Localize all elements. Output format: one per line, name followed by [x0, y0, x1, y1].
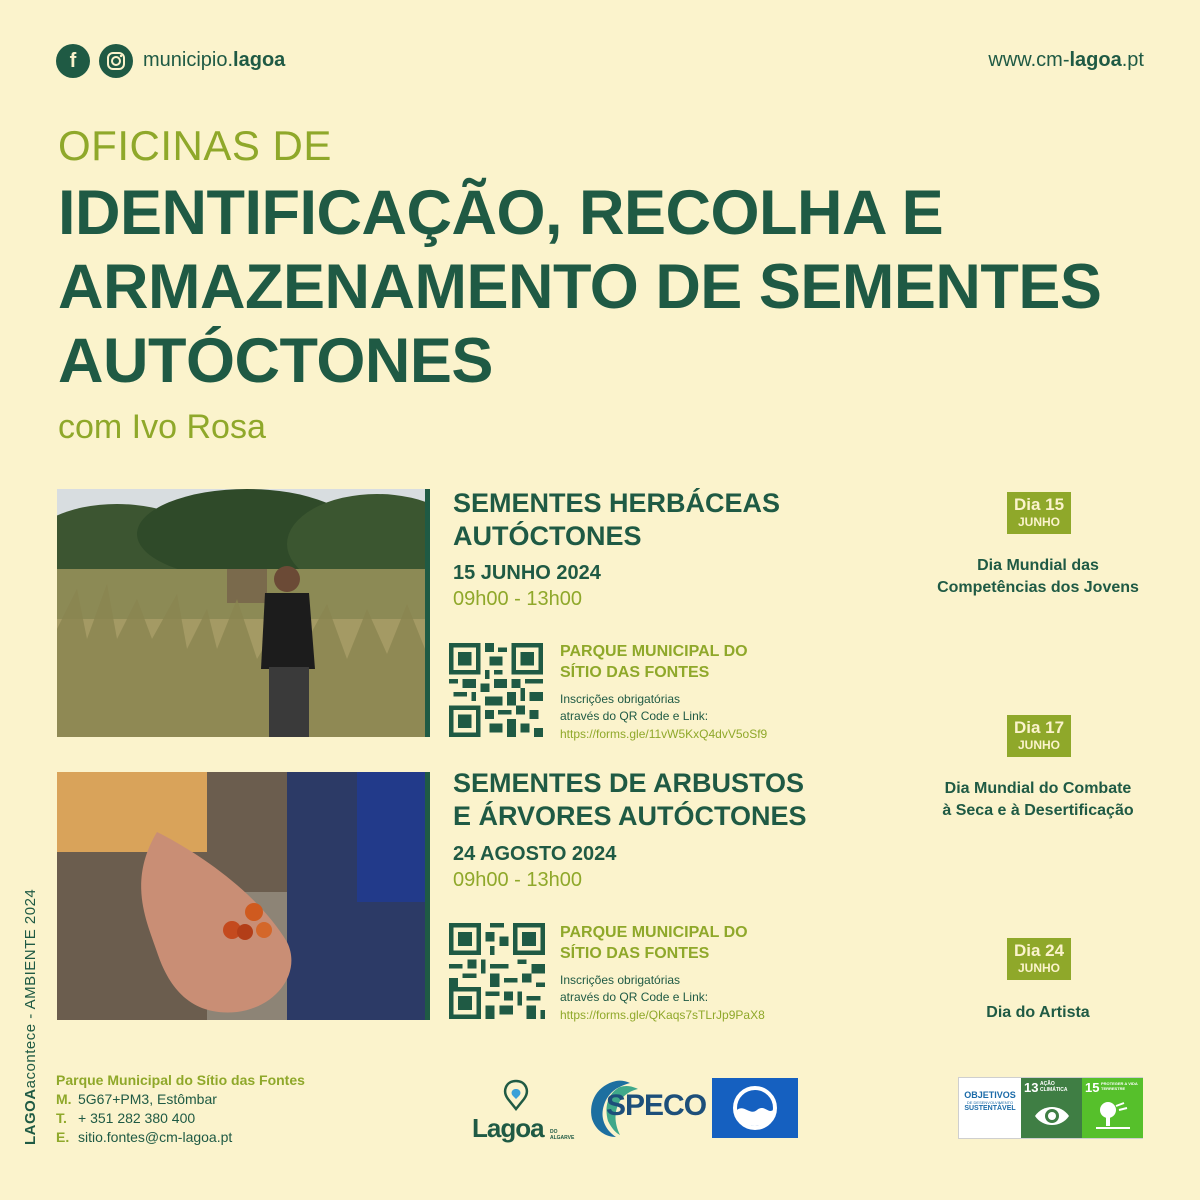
observance-2-line-1: Dia Mundial do Combate — [944, 780, 1132, 797]
workshop-2-venue-line-2: SÍTIO DAS FONTES — [560, 945, 710, 962]
speco-logo — [586, 1077, 707, 1139]
observance-1-line-1: Dia Mundial das — [977, 557, 1099, 574]
observance-3-label — [918, 1002, 1158, 1024]
ods-line-1: OBJETIVOS — [964, 1090, 1016, 1100]
speco-logo-text: SPECO — [606, 1089, 707, 1122]
footer-email-value[interactable]: sitio.fontes@cm-lagoa.pt — [78, 1129, 233, 1145]
photo-meadow — [57, 489, 430, 737]
observance-2-day: Dia 17 — [1013, 718, 1065, 737]
ods-15-tile — [1082, 1078, 1143, 1138]
workshop-2-venue — [560, 922, 748, 964]
workshop-1-reg-line-2: através do QR Code e Link: — [560, 709, 709, 723]
workshop-1-title — [453, 487, 780, 553]
social-handle-bold: lagoa — [233, 49, 286, 71]
observance-1-line-2: Competências dos Jovens — [937, 579, 1139, 596]
side-label — [22, 889, 39, 1145]
footer-address — [56, 1091, 217, 1107]
ods-15-label: PROTEGER A VIDA TERRESTRE — [1101, 1081, 1138, 1091]
workshop-1-venue — [560, 641, 748, 683]
observance-1-badge — [1007, 492, 1071, 534]
workshop-2-date: 24 AGOSTO 2024 — [453, 843, 617, 865]
observance-3-day: Dia 24 — [1013, 941, 1065, 960]
observance-1-day: Dia 15 — [1013, 495, 1065, 514]
footer-phone-key: T. — [56, 1110, 67, 1126]
ods-13-tile — [1021, 1078, 1082, 1138]
observance-3-line-1: Dia do Artista — [986, 1004, 1090, 1021]
footer-phone-value[interactable]: + 351 282 380 400 — [78, 1110, 196, 1126]
social-handle[interactable] — [143, 49, 285, 72]
workshop-2-title-line-2: E ÁRVORES AUTÓCTONES — [453, 801, 807, 831]
workshop-2-time: 09h00 - 13h00 — [453, 869, 583, 891]
photo-seeds-hand — [57, 772, 430, 1020]
ods-15-number: 15 — [1085, 1080, 1100, 1095]
workshop-1-time: 09h00 - 13h00 — [453, 588, 583, 610]
ods-line-2: DE DESENVOLVIMENTO — [966, 1100, 1014, 1105]
observance-3-badge — [1007, 938, 1071, 980]
blue-flag-logo — [712, 1078, 798, 1138]
workshop-1-title-line-1: SEMENTES HERBÁCEAS — [453, 488, 781, 518]
ods-15-tree-icon — [1094, 1100, 1132, 1132]
lagoa-logo — [472, 1077, 578, 1143]
workshop-2-title-line-1: SEMENTES DE ARBUSTOS — [453, 768, 805, 798]
workshop-1-date: 15 JUNHO 2024 — [453, 562, 601, 584]
footer-email — [56, 1129, 232, 1145]
website-prefix: www.cm- — [988, 49, 1070, 71]
title-kicker: OFICINAS DE — [58, 122, 332, 169]
workshop-2-reg-line-1: Inscrições obrigatórias — [560, 973, 681, 987]
ods-logo — [959, 1078, 1021, 1138]
workshop-2-registration — [560, 972, 708, 1006]
ods-13-number: 13 — [1024, 1080, 1039, 1095]
workshop-1-venue-line-1: PARQUE MUNICIPAL DO — [560, 643, 748, 660]
observance-2-month: JUNHO — [1017, 738, 1060, 752]
footer-phone — [56, 1110, 195, 1126]
observance-2-line-2: à Seca e à Desertificação — [942, 802, 1134, 819]
facebook-icon[interactable]: f — [56, 44, 90, 78]
title-line-2: ARMAZENAMENTO DE SEMENTES — [58, 252, 1102, 322]
side-label-brand-light: acontece — [22, 1023, 39, 1089]
observance-1-month: JUNHO — [1017, 515, 1060, 529]
workshop-2-link[interactable]: https://forms.gle/QKaqs7sTLrJp9PaX8 — [560, 1008, 765, 1022]
workshop-1-reg-line-1: Inscrições obrigatórias — [560, 692, 681, 706]
lagoa-logo-subtext: DO ALGARVE — [550, 1129, 575, 1141]
observance-1-label — [918, 555, 1158, 599]
workshop-2-reg-line-2: através do QR Code e Link: — [560, 990, 709, 1004]
ods-logo-block — [958, 1077, 1143, 1139]
title-line-3: AUTÓCTONES — [58, 326, 493, 396]
ods-line-3: SUSTENTÁVEL — [964, 1105, 1016, 1112]
ods-13-eye-icon — [1033, 1100, 1071, 1132]
instagram-icon[interactable] — [99, 44, 133, 78]
workshop-1-registration — [560, 691, 708, 725]
lagoa-logo-text: Lagoa — [472, 1113, 544, 1143]
footer-title: Parque Municipal do Sítio das Fontes — [56, 1072, 305, 1088]
workshop-1-qr-code[interactable] — [449, 643, 543, 742]
ods-13-label: AÇÃO CLIMÁTICA — [1040, 1081, 1068, 1093]
observance-2-badge — [1007, 715, 1071, 757]
website-bold: lagoa — [1069, 49, 1122, 71]
website-suffix: .pt — [1121, 49, 1144, 71]
website-link[interactable] — [988, 49, 1144, 72]
workshop-1-venue-line-2: SÍTIO DAS FONTES — [560, 664, 710, 681]
observance-3-month: JUNHO — [1017, 961, 1060, 975]
workshop-2-qr-code[interactable] — [449, 923, 545, 1024]
footer-address-key: M. — [56, 1091, 72, 1107]
workshop-2-venue-line-1: PARQUE MUNICIPAL DO — [560, 924, 748, 941]
footer-address-value: 5G67+PM3, Estômbar — [78, 1091, 217, 1107]
observance-2-label — [918, 778, 1158, 822]
side-label-brand: LAGOA — [22, 1088, 39, 1145]
workshop-2-title — [453, 767, 807, 833]
workshop-1-link[interactable]: https://forms.gle/11vW5KxQ4dvV5oSf9 — [560, 727, 768, 741]
title-line-1: IDENTIFICAÇÃO, RECOLHA E — [58, 178, 944, 248]
footer-email-key: E. — [56, 1129, 70, 1145]
social-handle-prefix: municipio. — [143, 49, 234, 71]
page-title — [58, 176, 1168, 398]
side-label-suffix: - AMBIENTE 2024 — [22, 888, 39, 1024]
byline: com Ivo Rosa — [58, 408, 266, 446]
workshop-1-title-line-2: AUTÓCTONES — [453, 521, 642, 551]
